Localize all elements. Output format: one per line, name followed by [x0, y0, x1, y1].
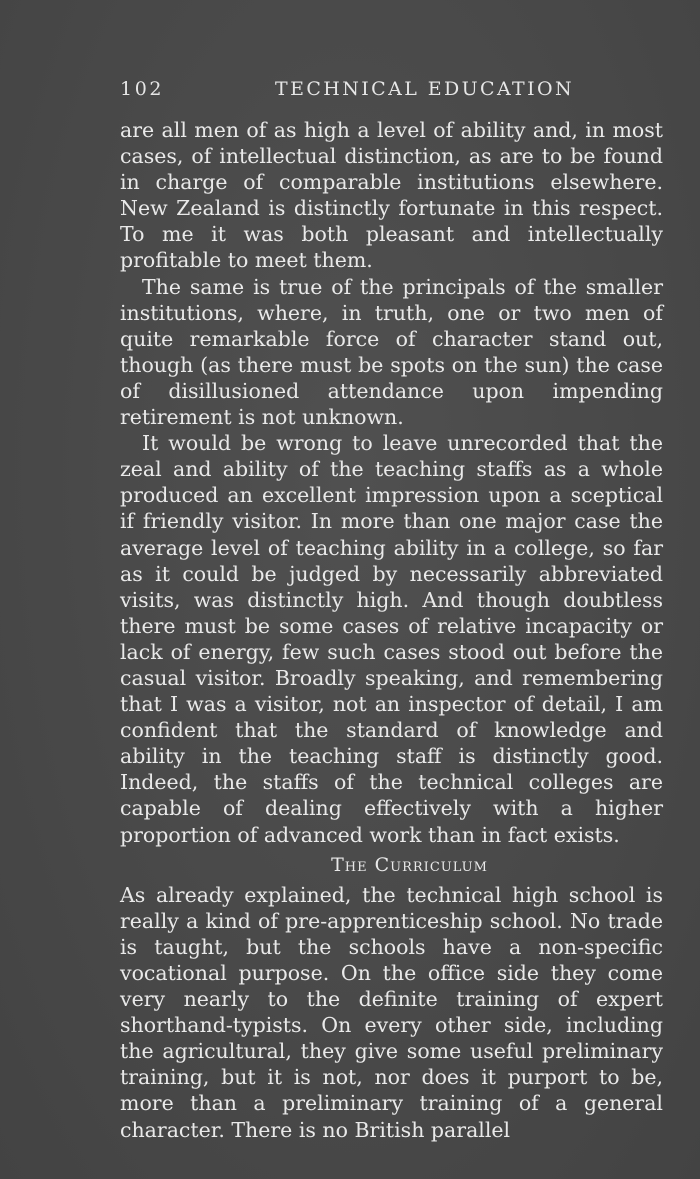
paragraph-1: are all men of as high a level of ability and, in most cases, of intellectual distinction, as are to be found in charge of comparable institutions elsewhere. New Zealand is distinctly fortunate in this respect. To me it was both pleasant and intellectually profitable to meet them.	[120, 118, 663, 273]
paragraph-4: As already explained, the technical high school is really a kind of pre-apprenticeship school. No trade is taught, but the schools have a non-specific vocational purpose. On the office side they come very nearly to the definite training of expert shorthand-typists. On every other side, including the agricultural, they give some useful preliminary training, but it is not, nor does it purport to be, more than a preliminary training of a general character. There is no British parallel	[120, 882, 663, 1142]
page-header	[120, 78, 665, 106]
section-title: The Curriculum	[331, 853, 488, 876]
paragraph-2: The same is true of the principals of the smaller institutions, where, in truth, one or two men of quite remarkable force of character stand out, though (as there must be spots on the sun) the case of disillusioned attendance upon impending retirement is not unknown.	[120, 274, 663, 430]
page-number: 102	[120, 78, 165, 100]
body-text	[120, 117, 663, 1143]
paragraph-3: It would be wrong to leave unrecorded that the zeal and ability of the teaching staffs as a whole produced an excellent impression upon a sceptical if friendly visitor. In more than one major case the average level of teaching ability in a college, so far as it could be judged by necessarily abbreviated visits, was distinctly high. And though doubtless there must be some cases of relative incapacity or lack of energy, few such cases stood out before the casual visitor. Broadly speaking, and remembering that I was a visitor, not an inspector of detail, I am confident that the standard of knowledge and ability in the teaching staff is distinctly good. Indeed, the staffs of the technical colleges are capable of dealing effectively with a higher proportion of advanced work than in fact exists.	[120, 431, 663, 847]
running-head: TECHNICAL EDUCATION	[275, 78, 575, 100]
